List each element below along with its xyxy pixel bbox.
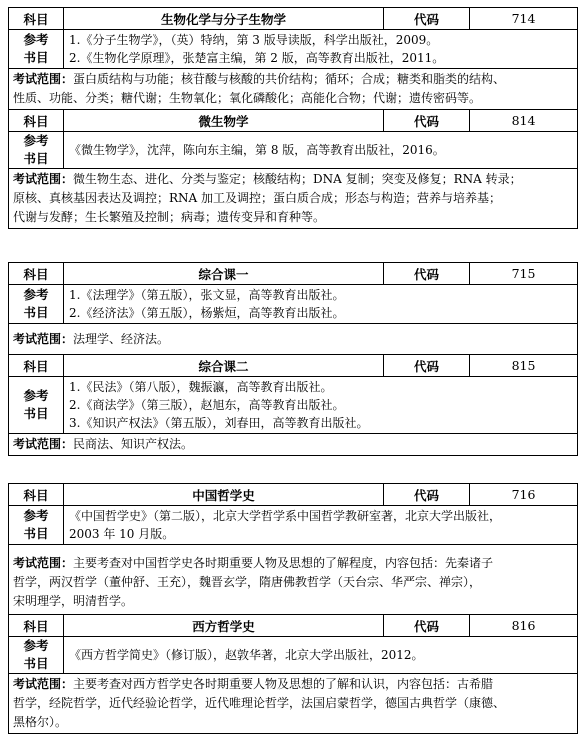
exam-scope <box>9 324 578 355</box>
reference-books <box>64 637 578 674</box>
reference-books-row <box>9 377 578 434</box>
reference-books-label: 参考 书目 <box>9 377 64 434</box>
reference-books-row <box>9 506 578 545</box>
exam-scope-row <box>9 434 578 456</box>
book-entry: 3.《知识产权法》（第五版），刘春田，高等教育出版社。 <box>69 416 369 430</box>
subject-header-row <box>9 484 578 506</box>
exam-scope-text: 微生物生态、进化、分类与鉴定；核酸结构；DNA 复制；突变及修复；RNA 转录； <box>73 172 522 186</box>
subject-name: 综合课二 <box>64 355 384 377</box>
exam-scope <box>9 69 578 110</box>
exam-scope-text: 宋明理学，明清哲学。 <box>13 594 134 608</box>
subject-label: 科目 <box>9 484 64 506</box>
code-label: 代码 <box>384 355 470 377</box>
subject-header-row <box>9 355 578 377</box>
reference-books-row <box>9 132 578 169</box>
subject-code: 714 <box>470 8 578 30</box>
subject-code: 815 <box>470 355 578 377</box>
reference-books-row <box>9 285 578 324</box>
exam-table-biology <box>8 7 578 229</box>
reference-books <box>64 377 578 434</box>
exam-scope-label: 考试范围： <box>13 172 74 186</box>
subject-code: 715 <box>470 263 578 285</box>
subject-code: 814 <box>470 110 578 132</box>
exam-scope <box>9 434 578 456</box>
subject-header-row <box>9 110 578 132</box>
code-label: 代码 <box>384 263 470 285</box>
book-entry: 1.《法理学》（第五版），张文显，高等教育出版社。 <box>69 288 345 302</box>
book-entry: 2.《经济法》（第五版），杨紫烜，高等教育出版社。 <box>69 306 345 320</box>
book-entry: 《西方哲学简史》（修订版），赵敦华著，北京大学出版社，2012。 <box>69 648 424 662</box>
exam-scope-text: 黑格尔）。 <box>13 715 68 729</box>
code-label: 代码 <box>384 8 470 30</box>
exam-scope-text: 哲学，两汉哲学（董仲舒、王充），魏晋玄学，隋唐佛教哲学（天台宗、华严宗、禅宗）， <box>13 575 482 589</box>
book-entry: 《中国哲学史》（第二版），北京大学哲学系中国哲学教研室著，北京大学出版社， <box>69 509 502 523</box>
subject-label: 科目 <box>9 8 64 30</box>
book-entry: 2.《商法学》（第三版），赵旭东，高等教育出版社。 <box>69 398 345 412</box>
exam-scope-text: 法理学、经济法。 <box>73 331 170 346</box>
reference-books-label: 参考 书目 <box>9 132 64 169</box>
subject-label: 科目 <box>9 263 64 285</box>
reference-books <box>64 132 578 169</box>
book-entry: 《微生物学》，沈萍，陈向东主编，第 8 版，高等教育出版社，2016。 <box>69 143 445 157</box>
exam-scope-row <box>9 545 578 615</box>
reference-books <box>64 506 578 545</box>
exam-scope-label: 考试范围： <box>13 556 74 570</box>
exam-scope <box>9 169 578 229</box>
exam-scope-label: 考试范围： <box>13 72 74 86</box>
exam-scope-row <box>9 69 578 110</box>
reference-books-row <box>9 637 578 674</box>
exam-scope-text: 性质、功能、分类；糖代谢；生物氧化；氧化磷酸化；高能化合物；代谢；遗传密码等。 <box>13 91 482 105</box>
exam-scope-row <box>9 169 578 229</box>
book-entry: 2.《生物化学原理》，张楚富主编，第 2 版，高等教育出版社，2011。 <box>69 51 445 65</box>
reference-books-label: 参考 书目 <box>9 506 64 545</box>
exam-scope-text: 代谢与发酵；生长繁殖及控制；病毒；遗传变异和育种等。 <box>13 210 326 224</box>
subject-label: 科目 <box>9 355 64 377</box>
subject-name: 西方哲学史 <box>64 615 384 637</box>
book-entry: 1.《分子生物学》，（英）特纳，第 3 版导读版，科学出版社，2009。 <box>69 33 439 47</box>
exam-scope-text: 蛋白质结构与功能；核苷酸与核酸的共价结构；循环；合成；糖类和脂类的结构、 <box>73 72 506 86</box>
subject-label: 科目 <box>9 615 64 637</box>
exam-scope-text: 原核、真核基因表达及调控；RNA 加工及调控；蛋白质合成；形态与构造；营养与培养基； <box>13 191 502 205</box>
code-label: 代码 <box>384 484 470 506</box>
exam-scope-label: 考试范围： <box>13 437 74 451</box>
exam-scope-label: 考试范围： <box>13 677 74 691</box>
code-label: 代码 <box>384 110 470 132</box>
subject-header-row <box>9 263 578 285</box>
subject-code: 816 <box>470 615 578 637</box>
reference-books-row <box>9 30 578 69</box>
subject-name: 中国哲学史 <box>64 484 384 506</box>
reference-books <box>64 285 578 324</box>
exam-scope <box>9 545 578 615</box>
reference-books <box>64 30 578 69</box>
exam-scope-text: 哲学，经院哲学，近代经验论哲学，近代唯理论哲学，法国启蒙哲学，德国古典哲学（康德、 <box>13 696 506 710</box>
exam-scope-text: 主要考查对西方哲学史各时期重要人物及思想的了解和认识，内容包括：古希腊 <box>73 677 494 691</box>
exam-table-law <box>8 262 578 456</box>
reference-books-label: 参考 书目 <box>9 637 64 674</box>
exam-scope-text: 主要考查对中国哲学史各时期重要人物及思想的了解程度，内容包括：先秦诸子 <box>73 556 494 570</box>
subject-header-row <box>9 8 578 30</box>
subject-label: 科目 <box>9 110 64 132</box>
subject-code: 716 <box>470 484 578 506</box>
book-entry: 1.《民法》（第八版），魏振瀛，高等教育出版社。 <box>69 380 333 394</box>
subject-header-row <box>9 615 578 637</box>
exam-table-philosophy <box>8 483 578 734</box>
subject-name: 生物化学与分子生物学 <box>64 8 384 30</box>
exam-scope-text: 民商法、知识产权法。 <box>73 437 194 451</box>
exam-scope-label: 考试范围： <box>13 331 74 346</box>
reference-books-label: 参考 书目 <box>9 285 64 324</box>
code-label: 代码 <box>384 615 470 637</box>
book-entry: 2003 年 10 月版。 <box>69 527 175 541</box>
exam-scope <box>9 674 578 734</box>
subject-name: 微生物学 <box>64 110 384 132</box>
reference-books-label: 参考 书目 <box>9 30 64 69</box>
exam-scope-row <box>9 324 578 355</box>
exam-scope-row <box>9 674 578 734</box>
subject-name: 综合课一 <box>64 263 384 285</box>
